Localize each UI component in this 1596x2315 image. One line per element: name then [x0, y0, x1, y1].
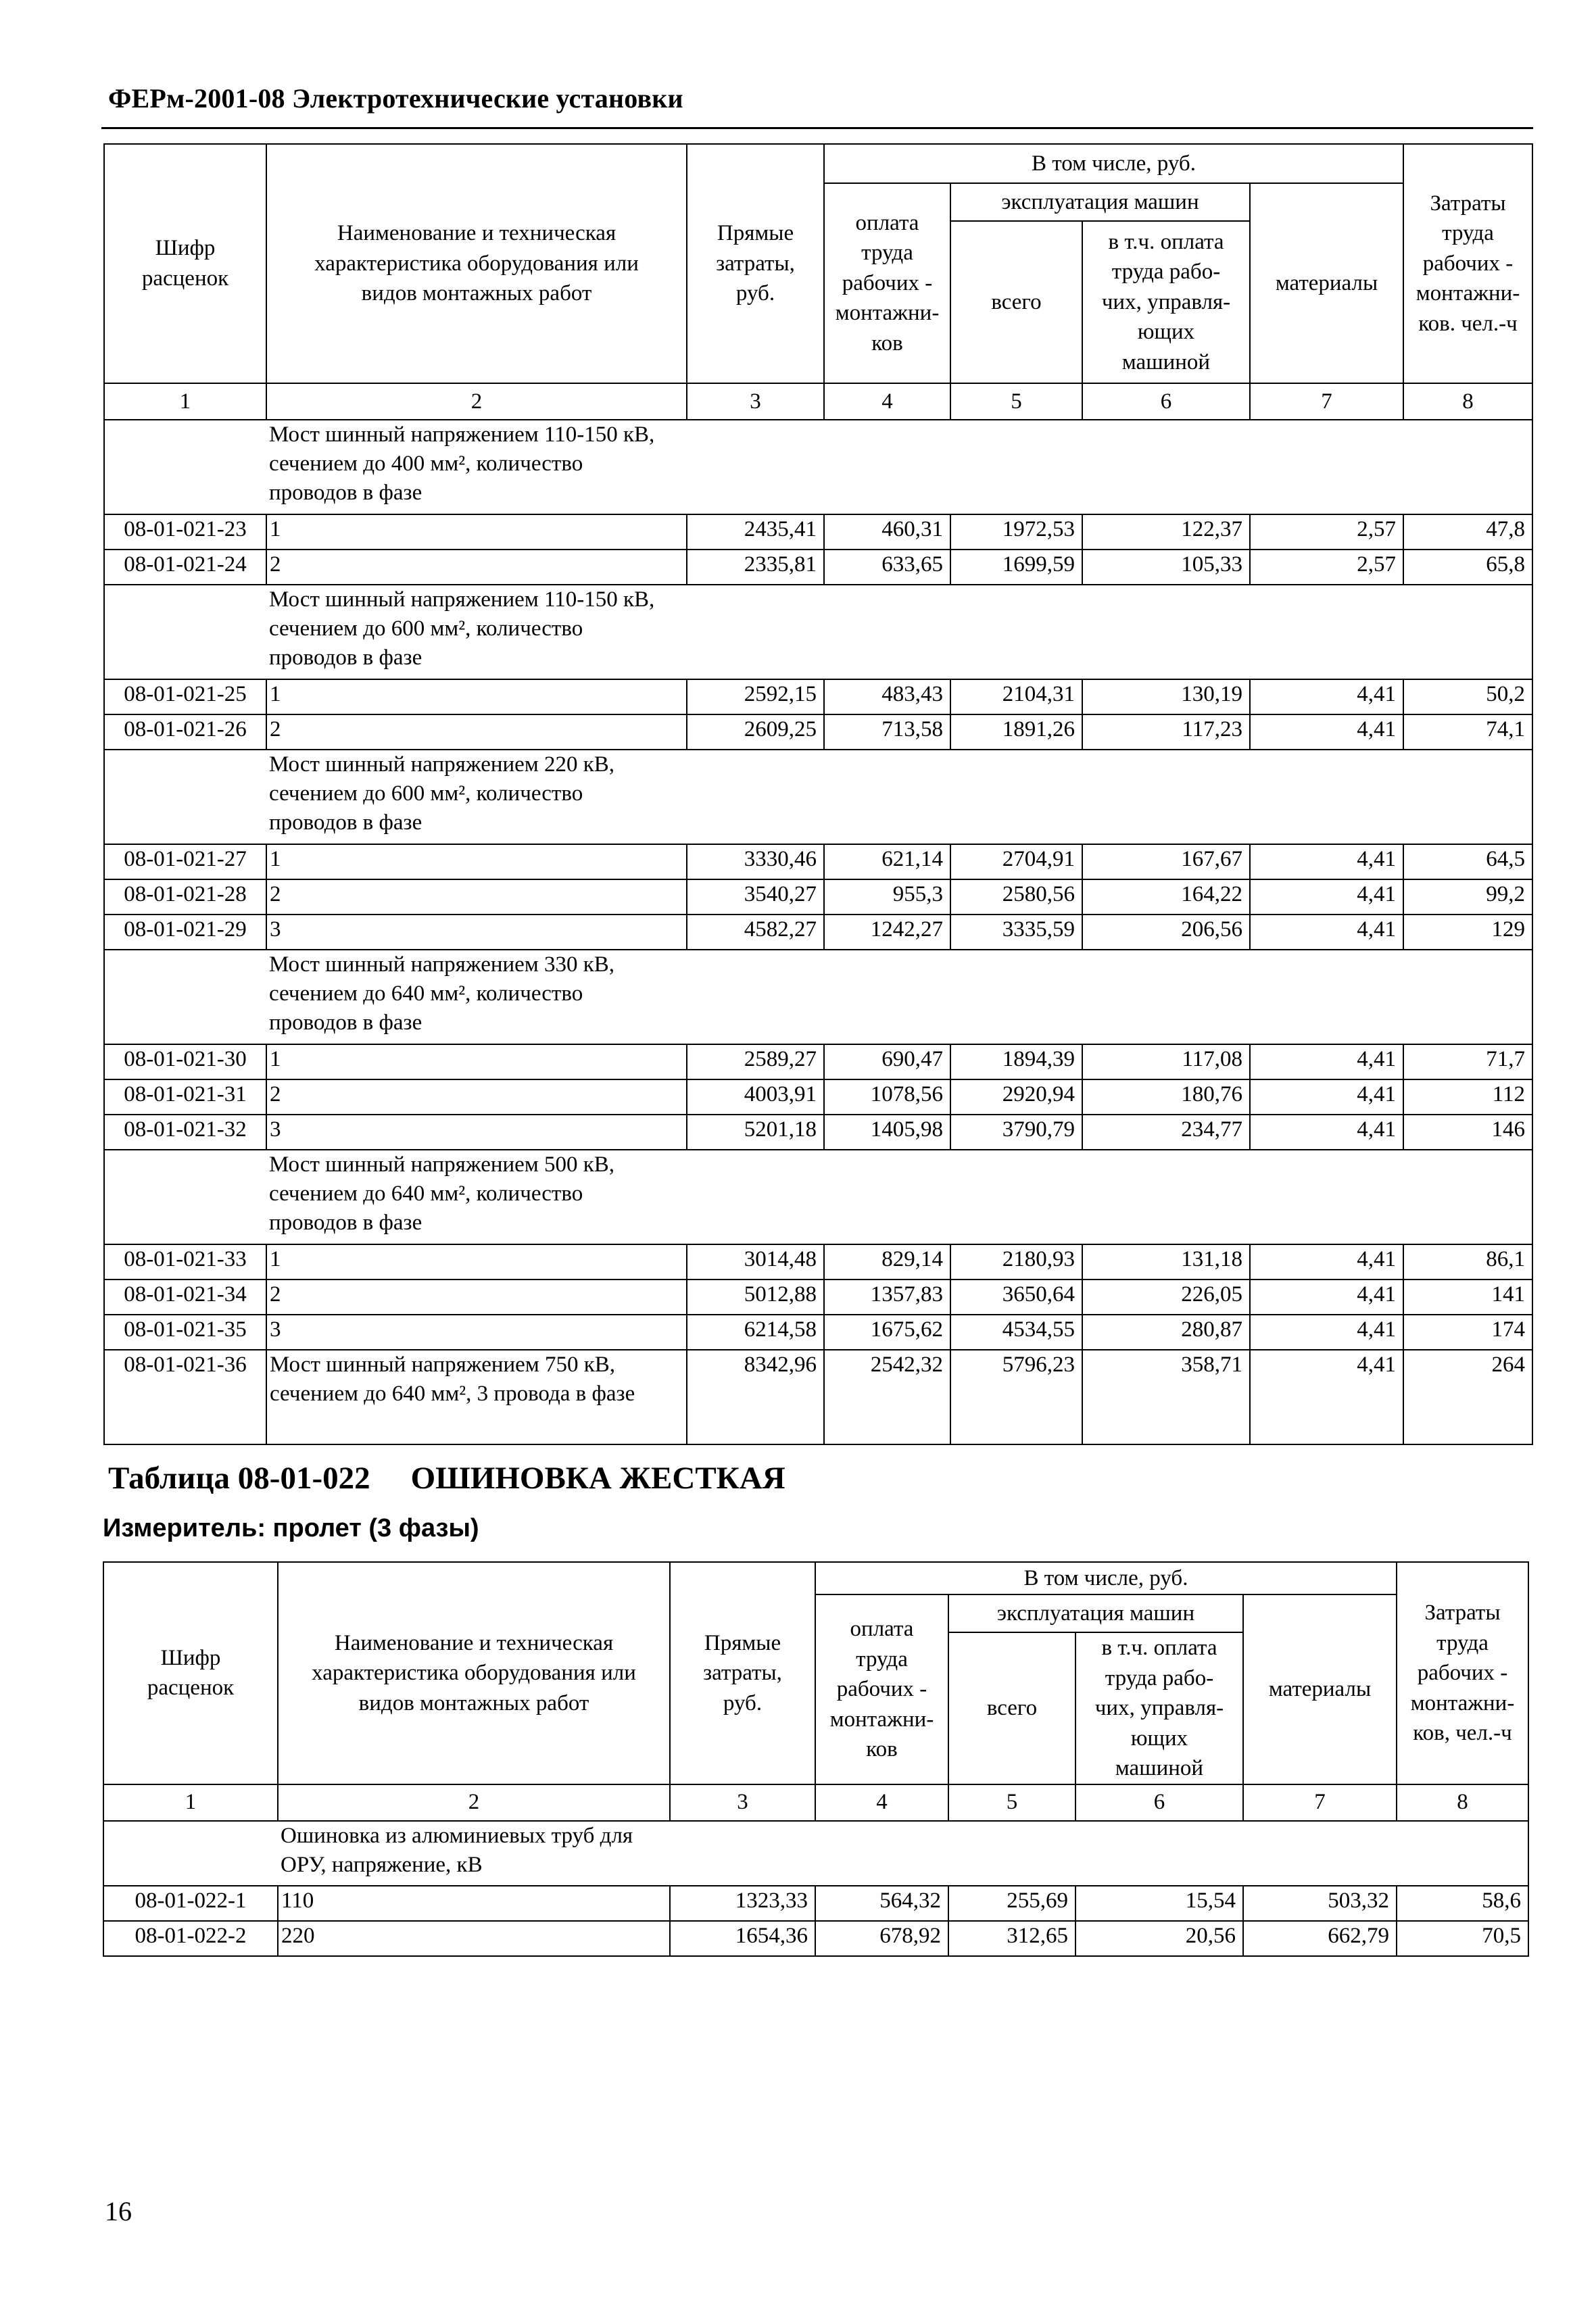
rate-name: 1: [266, 1244, 687, 1280]
col-header-code: [103, 1562, 278, 1784]
machine-labor: 131,18: [1082, 1244, 1250, 1280]
rates-table-08-01-021: [103, 143, 1533, 1445]
labor-pay: 713,58: [824, 714, 950, 750]
column-number-row: [104, 383, 1532, 420]
group-header-row: [104, 585, 1532, 679]
column-number-row: [103, 1784, 1528, 1821]
col-number: 1: [103, 1784, 278, 1821]
rate-code: 08-01-022-2: [103, 1921, 278, 1956]
labor-pay: 564,32: [815, 1886, 948, 1921]
machine-total: 1891,26: [950, 714, 1082, 750]
labor-pay: 2542,32: [824, 1350, 950, 1444]
direct-costs: 5012,88: [687, 1280, 824, 1315]
machine-labor: 280,87: [1082, 1315, 1250, 1350]
group-title-text: Ошиновка из алюминиевых труб для ОРУ, напряжение, кВ: [281, 1823, 633, 1877]
rate-name: 3: [266, 1315, 687, 1350]
col-header-name-text: Наименование и техническая характеристика оборудования или видов монтажных работ: [314, 221, 639, 306]
labor-hours: 99,2: [1403, 879, 1532, 915]
rate-code: 08-01-021-34: [104, 1280, 266, 1315]
labor-hours: 50,2: [1403, 679, 1532, 714]
labor-pay: 1357,83: [824, 1280, 950, 1315]
direct-costs: 5201,18: [687, 1115, 824, 1150]
rate-name: 1: [266, 844, 687, 879]
machine-total: 3335,59: [950, 915, 1082, 950]
labor-pay: 633,65: [824, 550, 950, 585]
direct-costs: 6214,58: [687, 1315, 824, 1350]
col-number: 1: [104, 383, 266, 420]
rate-name: Мост шинный напряжением 750 кВ, сечением до 640 мм², 3 провода в фазе: [266, 1350, 687, 1444]
machine-labor: 130,19: [1082, 679, 1250, 714]
labor-hours: 47,8: [1403, 514, 1532, 550]
machine-total: 1972,53: [950, 514, 1082, 550]
rate-name: 2: [266, 1079, 687, 1115]
table-row: [104, 1044, 1532, 1079]
col-header-labor-hours-text: Затраты труда рабочих - монтажни-ков, чел.-ч: [1410, 1601, 1515, 1746]
col-header-labor-pay-text: оплата труда рабочих - монтажни-ков: [835, 210, 940, 356]
materials: 4,41: [1250, 1079, 1403, 1115]
col-number: 5: [948, 1784, 1075, 1821]
col-header-labor-hours: [1397, 1562, 1528, 1784]
page-header: ФЕРм-2001-08 Электротехнические установки: [108, 83, 683, 114]
table-number: Таблица 08-01-022: [108, 1461, 370, 1496]
materials: 4,41: [1250, 1044, 1403, 1079]
labor-pay: 1078,56: [824, 1079, 950, 1115]
col-header-including: В том числе, руб.: [824, 144, 1403, 183]
labor-hours: 65,8: [1403, 550, 1532, 585]
machine-total: 1894,39: [950, 1044, 1082, 1079]
table-row: [104, 679, 1532, 714]
rate-name: 110: [278, 1886, 670, 1921]
col-number: 3: [670, 1784, 815, 1821]
rate-name: 2: [266, 1280, 687, 1315]
materials: 4,41: [1250, 1244, 1403, 1280]
group-code-empty: [104, 585, 266, 679]
rate-name: 1: [266, 679, 687, 714]
machine-total: 2180,93: [950, 1244, 1082, 1280]
rate-code: 08-01-021-36: [104, 1350, 266, 1444]
table-row: [103, 1921, 1528, 1956]
col-number: 6: [1082, 383, 1250, 420]
direct-costs: 2592,15: [687, 679, 824, 714]
materials: 4,41: [1250, 1280, 1403, 1315]
labor-pay: 1242,27: [824, 915, 950, 950]
machine-total: 1699,59: [950, 550, 1082, 585]
rate-code: 08-01-021-35: [104, 1315, 266, 1350]
materials: 2,57: [1250, 514, 1403, 550]
group-title-text: Мост шинный напряжением 110-150 кВ, сечением до 400 мм², количество проводов в фазе: [269, 422, 655, 505]
col-header-name-text: Наименование и техническая характеристика оборудования или видов монтажных работ: [312, 1630, 636, 1715]
materials: 503,32: [1243, 1886, 1397, 1921]
rate-name: 3: [266, 915, 687, 950]
col-number: 7: [1250, 383, 1403, 420]
group-header-row: [103, 1821, 1528, 1886]
col-header-name: [266, 144, 687, 383]
labor-hours: 71,7: [1403, 1044, 1532, 1079]
col-number: 2: [278, 1784, 670, 1821]
col-number: 8: [1397, 1784, 1528, 1821]
rate-name: 2: [266, 550, 687, 585]
direct-costs: 2435,41: [687, 514, 824, 550]
labor-hours: 58,6: [1397, 1886, 1528, 1921]
labor-pay: 678,92: [815, 1921, 948, 1956]
direct-costs: 1654,36: [670, 1921, 815, 1956]
table-row: [104, 1079, 1532, 1115]
group-header-row: [104, 420, 1532, 514]
materials: 4,41: [1250, 1350, 1403, 1444]
rate-name: 220: [278, 1921, 670, 1956]
machine-labor: 164,22: [1082, 879, 1250, 915]
col-header-machine-labor: [1075, 1632, 1243, 1784]
group-title: [266, 750, 1532, 844]
group-title-text: Мост шинный напряжением 220 кВ, сечением до 600 мм², количество проводов в фазе: [269, 752, 615, 835]
col-header-machine-operation: эксплуатация машин: [948, 1594, 1243, 1632]
materials: 4,41: [1250, 714, 1403, 750]
table-row: [104, 879, 1532, 915]
table-row: [104, 550, 1532, 585]
group-title: [278, 1821, 1528, 1886]
machine-labor: 206,56: [1082, 915, 1250, 950]
table-row: [104, 1244, 1532, 1280]
direct-costs: 8342,96: [687, 1350, 824, 1444]
labor-pay: 829,14: [824, 1244, 950, 1280]
table1-body: [104, 420, 1532, 1444]
machine-labor: 15,54: [1075, 1886, 1243, 1921]
labor-pay: 955,3: [824, 879, 950, 915]
labor-hours: 141: [1403, 1280, 1532, 1315]
machine-labor: 122,37: [1082, 514, 1250, 550]
page-number: 16: [105, 2196, 132, 2226]
group-code-empty: [103, 1821, 278, 1886]
col-header-labor-pay: [824, 183, 950, 383]
machine-total: 3650,64: [950, 1280, 1082, 1315]
col-header-name: [278, 1562, 670, 1784]
machine-labor: 117,08: [1082, 1044, 1250, 1079]
materials: 4,41: [1250, 1315, 1403, 1350]
table-name: ОШИНОВКА ЖЕСТКАЯ: [410, 1461, 785, 1496]
rate-code: 08-01-021-25: [104, 679, 266, 714]
rate-code: 08-01-021-32: [104, 1115, 266, 1150]
group-title: [266, 585, 1532, 679]
group-code-empty: [104, 1150, 266, 1244]
group-title-text: Мост шинный напряжением 110-150 кВ, сечением до 600 мм², количество проводов в фазе: [269, 587, 655, 670]
machine-total: 2104,31: [950, 679, 1082, 714]
machine-labor: 234,77: [1082, 1115, 1250, 1150]
machine-total: 312,65: [948, 1921, 1075, 1956]
labor-hours: 112: [1403, 1079, 1532, 1115]
col-header-code-text: Шифр расценок: [141, 236, 229, 291]
group-code-empty: [104, 950, 266, 1044]
labor-hours: 70,5: [1397, 1921, 1528, 1956]
col-number: 8: [1403, 383, 1532, 420]
col-header-including: В том числе, руб.: [815, 1562, 1397, 1594]
rate-name: 1: [266, 514, 687, 550]
labor-hours: 264: [1403, 1350, 1532, 1444]
table-row: [104, 1280, 1532, 1315]
rate-code: 08-01-021-26: [104, 714, 266, 750]
labor-hours: 74,1: [1403, 714, 1532, 750]
rate-code: 08-01-021-29: [104, 915, 266, 950]
labor-hours: 129: [1403, 915, 1532, 950]
machine-labor: 226,05: [1082, 1280, 1250, 1315]
header-rule: [101, 127, 1533, 129]
col-header-labor-hours-text: Затраты труда рабочих - монтажни-ков. чел.-ч: [1416, 191, 1520, 336]
col-header-materials: материалы: [1250, 183, 1403, 383]
col-header-machine-labor: [1082, 221, 1250, 383]
group-title-text: Мост шинный напряжением 500 кВ, сечением до 640 мм², количество проводов в фазе: [269, 1152, 615, 1235]
col-number: 6: [1075, 1784, 1243, 1821]
col-header-direct-costs-text: Прямые затраты, руб.: [703, 1630, 782, 1715]
direct-costs: 2335,81: [687, 550, 824, 585]
group-title: [266, 420, 1532, 514]
table-row: [104, 1315, 1532, 1350]
col-header-materials: материалы: [1243, 1594, 1397, 1784]
labor-pay: 1675,62: [824, 1315, 950, 1350]
rate-code: 08-01-021-24: [104, 550, 266, 585]
machine-labor: 180,76: [1082, 1079, 1250, 1115]
direct-costs: 4582,27: [687, 915, 824, 950]
rate-name: 1: [266, 1044, 687, 1079]
group-title: [266, 950, 1532, 1044]
materials: 4,41: [1250, 915, 1403, 950]
machine-total: 3790,79: [950, 1115, 1082, 1150]
labor-hours: 64,5: [1403, 844, 1532, 879]
table-row: [103, 1886, 1528, 1921]
materials: 4,41: [1250, 679, 1403, 714]
materials: 2,57: [1250, 550, 1403, 585]
rate-code: 08-01-021-23: [104, 514, 266, 550]
table-row: [104, 714, 1532, 750]
labor-pay: 690,47: [824, 1044, 950, 1079]
col-header-machine-total: всего: [948, 1632, 1075, 1784]
labor-pay: 483,43: [824, 679, 950, 714]
col-header-direct-costs: [687, 144, 824, 383]
rate-code: 08-01-021-33: [104, 1244, 266, 1280]
machine-total: 2704,91: [950, 844, 1082, 879]
table-row: [104, 514, 1532, 550]
col-number: 7: [1243, 1784, 1397, 1821]
direct-costs: 4003,91: [687, 1079, 824, 1115]
col-number: 5: [950, 383, 1082, 420]
col-header-machine-operation: эксплуатация машин: [950, 183, 1250, 221]
measure-unit: Измеритель: пролет (3 фазы): [103, 1514, 479, 1542]
materials: 662,79: [1243, 1921, 1397, 1956]
col-header-direct-costs-text: Прямые затраты, руб.: [716, 221, 795, 306]
labor-hours: 86,1: [1403, 1244, 1532, 1280]
machine-labor: 167,67: [1082, 844, 1250, 879]
col-header-code-text: Шифр расценок: [147, 1645, 235, 1701]
group-title: [266, 1150, 1532, 1244]
direct-costs: 3014,48: [687, 1244, 824, 1280]
machine-total: 4534,55: [950, 1315, 1082, 1350]
materials: 4,41: [1250, 879, 1403, 915]
col-header-direct-costs: [670, 1562, 815, 1784]
rate-name: 2: [266, 879, 687, 915]
group-header-row: [104, 1150, 1532, 1244]
col-header-machine-labor-text: в т.ч. оплата труда рабо-чих, управля-ющих машиной: [1094, 1636, 1224, 1781]
machine-total: 2920,94: [950, 1079, 1082, 1115]
machine-total: 5796,23: [950, 1350, 1082, 1444]
group-header-row: [104, 950, 1532, 1044]
rate-code: 08-01-021-27: [104, 844, 266, 879]
materials: 4,41: [1250, 844, 1403, 879]
table-row: [104, 1350, 1532, 1444]
direct-costs: 2589,27: [687, 1044, 824, 1079]
rates-table-08-01-022: [103, 1561, 1529, 1957]
col-header-machine-labor-text: в т.ч. оплата труда рабо-чих, управля-ющих машиной: [1101, 229, 1231, 374]
rate-name: 3: [266, 1115, 687, 1150]
table-row: [104, 915, 1532, 950]
labor-hours: 174: [1403, 1315, 1532, 1350]
col-header-machine-total: всего: [950, 221, 1082, 383]
table2-body: [103, 1821, 1528, 1956]
direct-costs: 3540,27: [687, 879, 824, 915]
direct-costs: 2609,25: [687, 714, 824, 750]
table-title: [108, 1460, 785, 1496]
group-title-text: Мост шинный напряжением 330 кВ, сечением до 640 мм², количество проводов в фазе: [269, 952, 615, 1035]
materials: 4,41: [1250, 1115, 1403, 1150]
labor-pay: 621,14: [824, 844, 950, 879]
rate-code: 08-01-021-30: [104, 1044, 266, 1079]
labor-pay: 1405,98: [824, 1115, 950, 1150]
rate-code: 08-01-022-1: [103, 1886, 278, 1921]
col-header-labor-pay-text: оплата труда рабочих - монтажни-ков: [829, 1617, 934, 1762]
col-header-labor-pay: [815, 1594, 948, 1784]
machine-total: 255,69: [948, 1886, 1075, 1921]
col-number: 2: [266, 383, 687, 420]
col-header-labor-hours: [1403, 144, 1532, 383]
machine-labor: 117,23: [1082, 714, 1250, 750]
group-header-row: [104, 750, 1532, 844]
rate-name: 2: [266, 714, 687, 750]
machine-labor: 20,56: [1075, 1921, 1243, 1956]
table-row: [104, 844, 1532, 879]
col-number: 4: [815, 1784, 948, 1821]
machine-labor: 105,33: [1082, 550, 1250, 585]
direct-costs: 3330,46: [687, 844, 824, 879]
machine-total: 2580,56: [950, 879, 1082, 915]
machine-labor: 358,71: [1082, 1350, 1250, 1444]
col-number: 4: [824, 383, 950, 420]
labor-hours: 146: [1403, 1115, 1532, 1150]
group-code-empty: [104, 750, 266, 844]
group-code-empty: [104, 420, 266, 514]
col-header-code: [104, 144, 266, 383]
labor-pay: 460,31: [824, 514, 950, 550]
direct-costs: 1323,33: [670, 1886, 815, 1921]
table-row: [104, 1115, 1532, 1150]
rate-code: 08-01-021-28: [104, 879, 266, 915]
rate-code: 08-01-021-31: [104, 1079, 266, 1115]
col-number: 3: [687, 383, 824, 420]
